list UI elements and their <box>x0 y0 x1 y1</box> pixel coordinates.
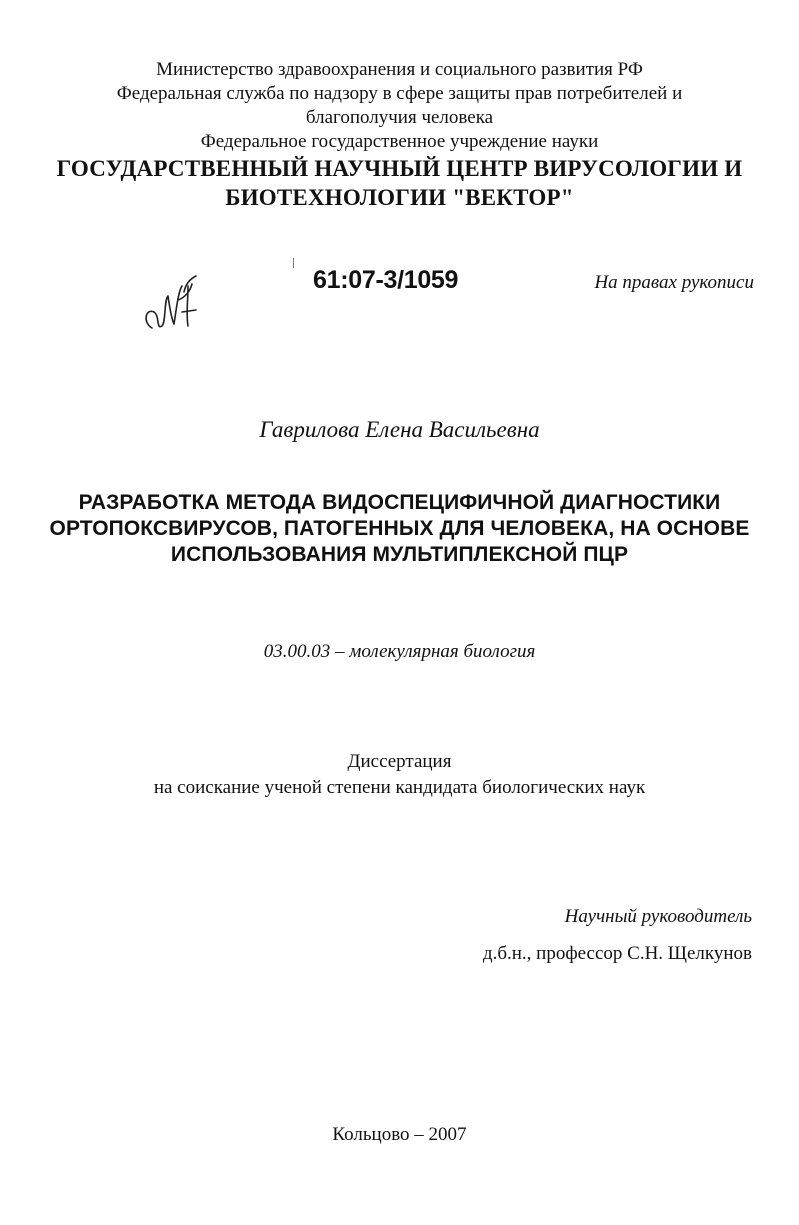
dissertation-label: Диссертация <box>347 751 452 772</box>
handwritten-signature <box>138 270 210 342</box>
supervisor-label: Научный руководитель <box>564 906 752 927</box>
degree-line: на соискание ученой степени кандидата биологических наук <box>153 777 646 798</box>
catalog-number: 61:07-3/1059 <box>313 266 459 294</box>
institution-type-line: Федеральное государственное учреждение науки <box>200 131 599 152</box>
service-line-1: Федеральная служба по надзору в сфере защиты прав потребителей и <box>116 83 683 104</box>
header-block <box>0 58 799 212</box>
ministry-line: Министерство здравоохранения и социального развития РФ <box>156 59 643 80</box>
title-line-2: ОРТОПОКСВИРУСОВ, ПАТОГЕННЫХ ДЛЯ ЧЕЛОВЕКА, НА ОСНОВЕ <box>49 517 750 540</box>
supervisor-name: д.б.н., профессор С.Н. Щелкунов <box>482 943 752 964</box>
author-name: Гаврилова Елена Васильевна <box>259 417 540 442</box>
center-name-line-2: БИОТЕХНОЛОГИИ "ВЕКТОР" <box>225 185 574 210</box>
dissertation-title <box>0 490 799 568</box>
specialty-code: 03.00.03 – молекулярная биология <box>263 641 536 662</box>
title-line-3: ИСПОЛЬЗОВАНИЯ МУЛЬТИПЛЕКСНОЙ ПЦР <box>170 543 629 566</box>
center-name-line-1: ГОСУДАРСТВЕННЫЙ НАУЧНЫЙ ЦЕНТР ВИРУСОЛОГИИ И <box>56 156 743 181</box>
title-line-1: РАЗРАБОТКА МЕТОДА ВИДОСПЕЦИФИЧНОЙ ДИАГНОСТИКИ <box>78 491 721 514</box>
service-line-2: благополучия человека <box>305 107 494 128</box>
scan-tick-mark <box>293 258 294 268</box>
rights-note: На правах рукописи <box>594 272 754 293</box>
place-year: Кольцово – 2007 <box>332 1124 467 1145</box>
